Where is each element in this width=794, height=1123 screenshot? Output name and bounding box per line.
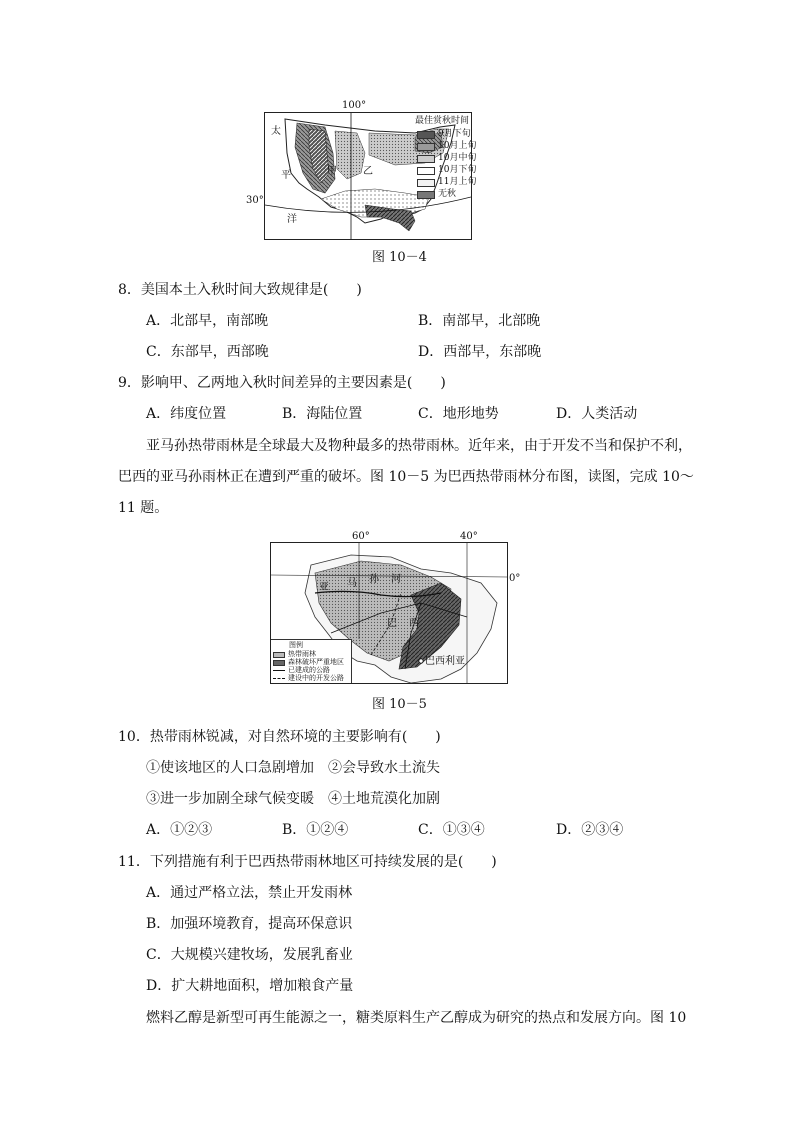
capital-label: 巴西利亚 bbox=[425, 656, 465, 667]
figure-10-4-map bbox=[264, 112, 477, 240]
q8-option-a[interactable]: A．北部早，南部晚 bbox=[146, 313, 269, 329]
q8-option-b[interactable]: B．南部早，北部晚 bbox=[418, 313, 541, 329]
region-jia: 甲 bbox=[327, 166, 337, 177]
q11-option-b[interactable]: B．加强环境教育，提高环保意识 bbox=[146, 916, 353, 932]
brazil-char-1: 巴 bbox=[387, 618, 397, 629]
lon-label-40: 40° bbox=[460, 531, 478, 542]
q10-items-line2: ③进一步加剧全球气候变暖 ④土地荒漠化加剧 bbox=[146, 791, 440, 807]
q9-option-c[interactable]: C．地形地势 bbox=[418, 406, 499, 422]
q8-stem: 8．美国本土入秋时间大致规律是( ) bbox=[118, 282, 362, 298]
region-yi: 乙 bbox=[363, 166, 373, 177]
figure-caption-10-4: 图 10－4 bbox=[372, 250, 427, 265]
legend-title: 最佳赏秋时间 bbox=[415, 116, 470, 126]
passage1-line2: 巴西的亚马孙雨林正在遭到严重的破坏。图 10－5 为巴西热带雨林分布图，读图，完成 10～ bbox=[118, 469, 694, 485]
legend-box bbox=[271, 639, 352, 683]
q11-option-d[interactable]: D．扩大耕地面积，增加粮食产量 bbox=[146, 978, 354, 994]
amazon-char-3: 孙 bbox=[369, 574, 379, 585]
figure-caption-10-5: 图 10－5 bbox=[372, 697, 427, 712]
legend-title: 图例 bbox=[289, 641, 303, 649]
q10-stem: 10．热带雨林锐减，对自然环境的主要影响有( ) bbox=[118, 729, 441, 745]
legend-item: 10月下旬 bbox=[417, 166, 476, 175]
q10-option-d[interactable]: D．②③④ bbox=[556, 822, 624, 838]
legend-item: 10月中旬 bbox=[417, 154, 476, 163]
legend-item: 9月下旬 bbox=[417, 130, 471, 139]
legend-item: 热带雨林 bbox=[273, 651, 316, 658]
figure-10-5-map bbox=[270, 542, 508, 684]
q9-stem: 9．影响甲、乙两地入秋时间差异的主要因素是( ) bbox=[118, 375, 446, 391]
q11-option-c[interactable]: C．大规模兴建牧场，发展乳畜业 bbox=[146, 947, 353, 963]
q8-option-d[interactable]: D．西部早，东部晚 bbox=[418, 344, 542, 360]
q11-stem: 11．下列措施有利于巴西热带雨林地区可持续发展的是( ) bbox=[118, 854, 497, 870]
q10-option-a[interactable]: A．①②③ bbox=[146, 822, 213, 838]
amazon-char-4: 河 bbox=[391, 574, 401, 585]
amazon-char-1: 亚 bbox=[319, 582, 329, 593]
passage1-line1: 亚马孙热带雨林是全球最大及物种最多的热带雨林。近年来，由于开发不当和保护不利， bbox=[146, 438, 692, 454]
lon-label-60: 60° bbox=[352, 531, 370, 542]
ocean-char-1: 太 bbox=[271, 126, 281, 137]
brazil-char-2: 西 bbox=[409, 618, 419, 629]
legend-item: 10月上旬 bbox=[417, 142, 476, 151]
lat-label-30: 30° bbox=[246, 195, 264, 206]
q9-option-a[interactable]: A．纬度位置 bbox=[146, 406, 227, 422]
passage2-line1: 燃料乙醇是新型可再生能源之一，糖类原料生产乙醇成为研究的热点和发展方向。图 10 bbox=[146, 1010, 687, 1026]
legend-item: 已建成的公路 bbox=[273, 667, 330, 674]
q8-option-c[interactable]: C．东部早，西部晚 bbox=[146, 344, 269, 360]
legend-item: 无秋 bbox=[417, 190, 456, 199]
lon-label-100: 100° bbox=[342, 100, 367, 111]
q9-option-b[interactable]: B．海陆位置 bbox=[282, 406, 363, 422]
q10-option-b[interactable]: B．①②④ bbox=[282, 822, 349, 838]
lat-label-0: 0° bbox=[509, 573, 521, 584]
q11-option-a[interactable]: A．通过严格立法，禁止开发雨林 bbox=[146, 885, 353, 901]
passage1-line3: 11 题。 bbox=[118, 500, 169, 516]
ocean-char-2: 平 bbox=[281, 170, 291, 181]
legend-item: 建设中的开发公路 bbox=[273, 675, 344, 682]
q10-items-line1: ①使该地区的人口急剧增加 ②会导致水土流失 bbox=[146, 760, 440, 776]
q9-option-d[interactable]: D．人类活动 bbox=[556, 406, 638, 422]
ocean-char-3: 洋 bbox=[287, 214, 297, 225]
legend-item: 森林破坏严重地区 bbox=[273, 659, 344, 666]
q10-option-c[interactable]: C．①③④ bbox=[418, 822, 485, 838]
amazon-char-2: 马 bbox=[347, 578, 357, 589]
legend-item: 11月上旬 bbox=[417, 178, 476, 187]
